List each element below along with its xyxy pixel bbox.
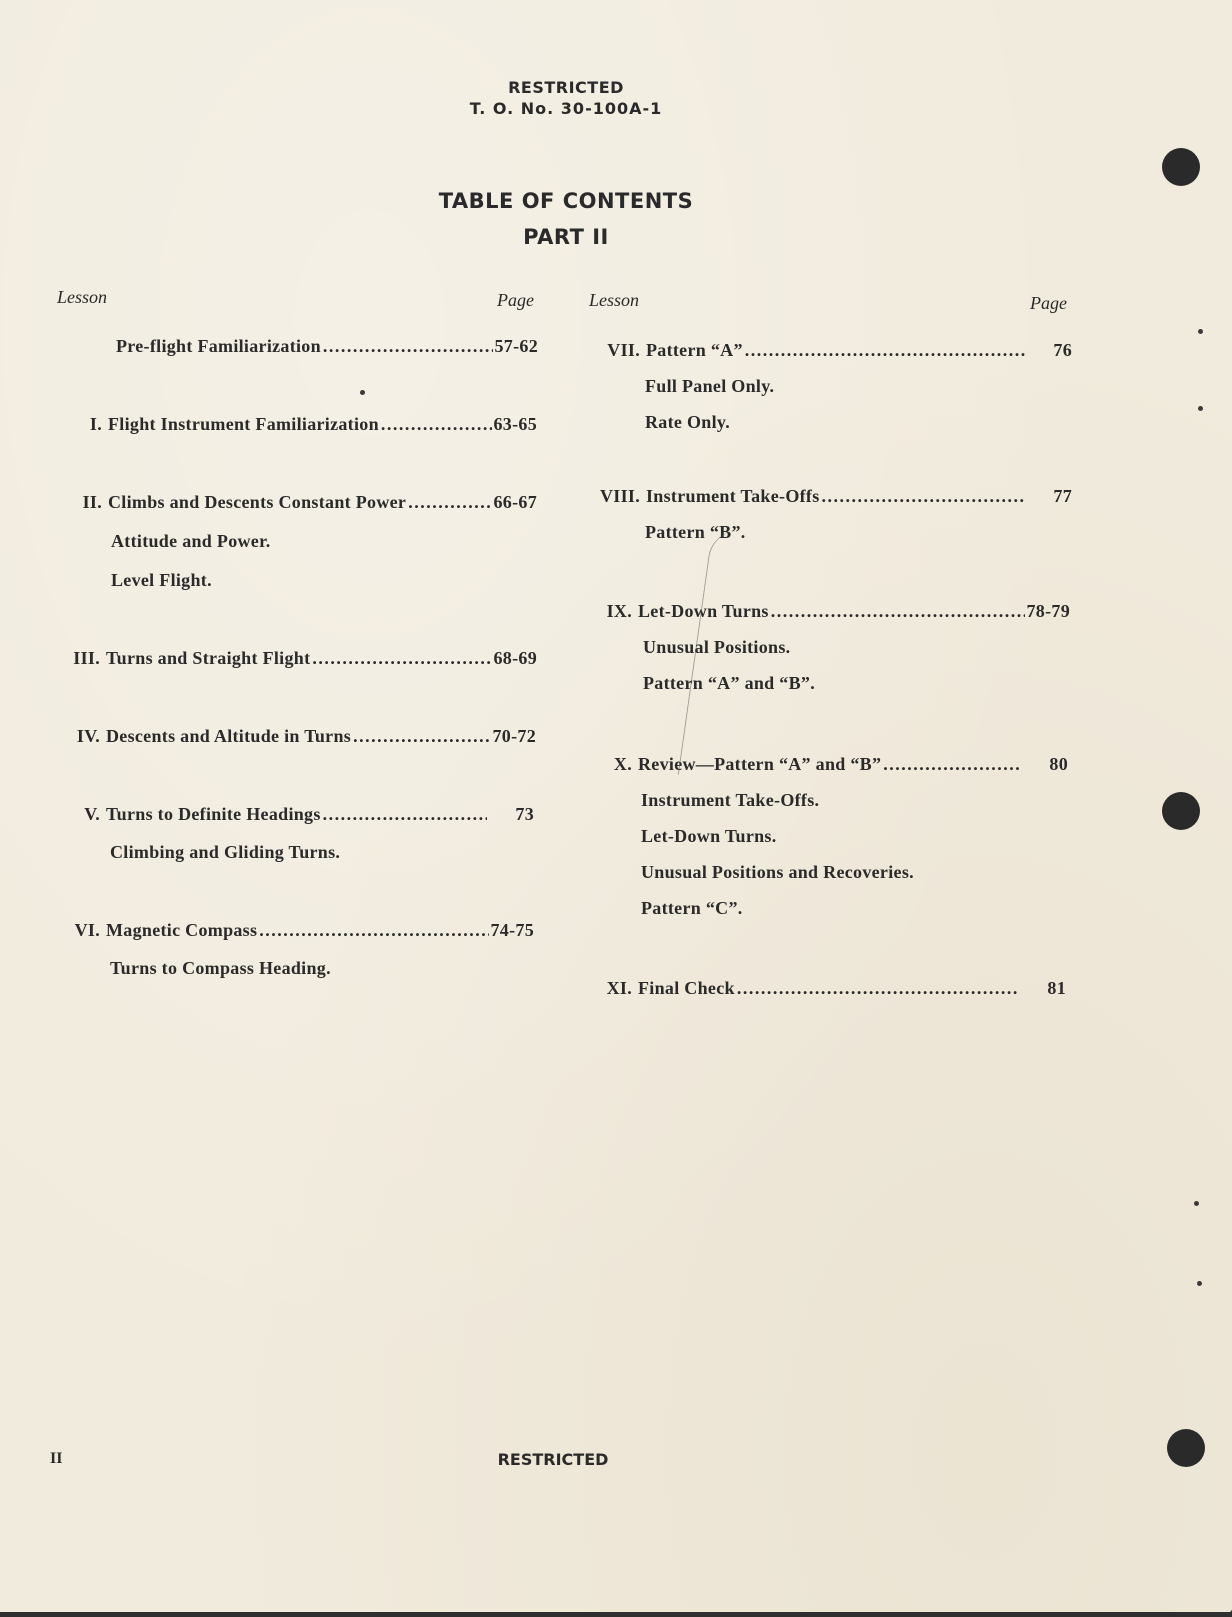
page-number: 74-75: [490, 920, 534, 940]
page-number: 57-62: [494, 336, 538, 356]
lesson-title: Let-Down Turns: [638, 601, 769, 621]
toc-entry: [580, 486, 1072, 507]
lesson-numeral: I.: [89, 414, 102, 434]
footer-restricted: RESTRICTED: [497, 1450, 609, 1469]
lesson-subtopic: Unusual Positions.: [643, 637, 791, 657]
lesson-title: Descents and Altitude in Turns: [106, 726, 352, 746]
lesson-title: Final Check: [638, 978, 735, 998]
lesson-title: Climbs and Descents Constant Power: [108, 492, 407, 512]
footer-page-number: II: [50, 1450, 63, 1467]
leader-dots: [408, 492, 491, 513]
lesson-subtopic: Pattern “B”.: [645, 522, 746, 542]
lesson-numeral: III.: [73, 648, 100, 668]
lesson-title: Turns and Straight Flight: [106, 648, 311, 668]
lesson-subtopic: Level Flight.: [111, 570, 212, 590]
lesson-numeral: VI.: [74, 920, 100, 940]
toc-entry: [38, 726, 536, 747]
lesson-numeral: IV.: [76, 726, 100, 746]
page-number: 66-67: [493, 492, 537, 512]
lesson-numeral: XI.: [606, 978, 632, 998]
punch-hole: [1162, 148, 1200, 186]
page-number: 77: [1053, 486, 1072, 506]
page-number: 63-65: [493, 414, 537, 434]
lesson-subtopic: Rate Only.: [645, 412, 731, 432]
punch-hole: [1167, 1429, 1205, 1467]
lesson-subtopic: Unusual Positions and Recoveries.: [641, 862, 914, 882]
lesson-subtopic: Climbing and Gliding Turns.: [110, 842, 341, 862]
leader-dots: [323, 336, 493, 357]
page-number: 70-72: [492, 726, 536, 746]
paper-speck: [360, 390, 365, 395]
leader-dots: [822, 486, 1026, 507]
paper-speck: [1198, 406, 1203, 411]
page-number: 78-79: [1026, 601, 1070, 621]
lesson-subtopic: Full Panel Only.: [645, 376, 775, 396]
leader-dots: [381, 414, 492, 435]
lesson-title: Turns to Definite Headings: [106, 804, 321, 824]
left-page-heading: Page: [497, 290, 534, 310]
leader-dots: [883, 754, 1021, 775]
toc-entry: [38, 492, 537, 513]
leader-dots: [353, 726, 490, 747]
lesson-numeral: IX.: [606, 601, 632, 621]
leader-dots: [771, 601, 1025, 622]
toc-entry: [60, 336, 538, 357]
paper-speck: [1194, 1201, 1199, 1206]
paper-speck: [1198, 329, 1203, 334]
toc-entry: [580, 978, 1066, 999]
page-number: 73: [515, 804, 534, 824]
lesson-title: Review—Pattern “A” and “B”: [638, 754, 882, 774]
lesson-subtopic: Turns to Compass Heading.: [110, 958, 331, 978]
lesson-numeral: X.: [613, 754, 632, 774]
page-number: 76: [1053, 340, 1072, 360]
leader-dots: [737, 978, 1020, 999]
leader-dots: [745, 340, 1026, 361]
leader-dots: [323, 804, 488, 825]
lesson-numeral: V.: [84, 804, 100, 824]
toc-entry: [38, 920, 534, 941]
lesson-title: Flight Instrument Familiarization: [108, 414, 379, 434]
lesson-subtopic: Pattern “A” and “B”.: [643, 673, 815, 693]
lesson-title: Magnetic Compass: [106, 920, 258, 940]
lesson-subtopic: Attitude and Power.: [111, 531, 271, 551]
toc-entry: [38, 804, 534, 825]
leader-dots: [259, 920, 488, 941]
lesson-subtopic: Instrument Take-Offs.: [641, 790, 820, 810]
header-restricted: RESTRICTED: [508, 78, 624, 97]
leader-dots: [312, 648, 491, 669]
page-number: 68-69: [493, 648, 537, 668]
toc-entry: [38, 414, 537, 435]
lesson-title: Instrument Take-Offs: [646, 486, 820, 506]
paper-speck: [1197, 1281, 1202, 1286]
right-page-heading: Page: [1030, 293, 1067, 313]
lesson-subtopic: Pattern “C”.: [641, 898, 743, 918]
lesson-numeral: VIII.: [599, 486, 640, 506]
left-lesson-heading: Lesson: [57, 287, 108, 307]
punch-hole: [1162, 792, 1200, 830]
right-lesson-heading: Lesson: [589, 290, 640, 310]
page-number: 81: [1047, 978, 1066, 998]
page-title: TABLE OF CONTENTS: [438, 189, 694, 213]
toc-entry: [580, 601, 1070, 622]
lesson-title: Pattern “A”: [646, 340, 743, 360]
toc-entry: [580, 340, 1072, 361]
toc-entry: [38, 648, 537, 669]
lesson-title: Pre-flight Familiarization: [116, 336, 321, 356]
lesson-numeral: VII.: [607, 340, 640, 360]
part-title: PART II: [523, 225, 609, 249]
page-number: 80: [1049, 754, 1068, 774]
technical-order-number: T. O. No. 30-100A-1: [469, 99, 663, 118]
lesson-subtopic: Let-Down Turns.: [641, 826, 777, 846]
lesson-numeral: II.: [82, 492, 102, 512]
toc-entry: [580, 754, 1068, 775]
